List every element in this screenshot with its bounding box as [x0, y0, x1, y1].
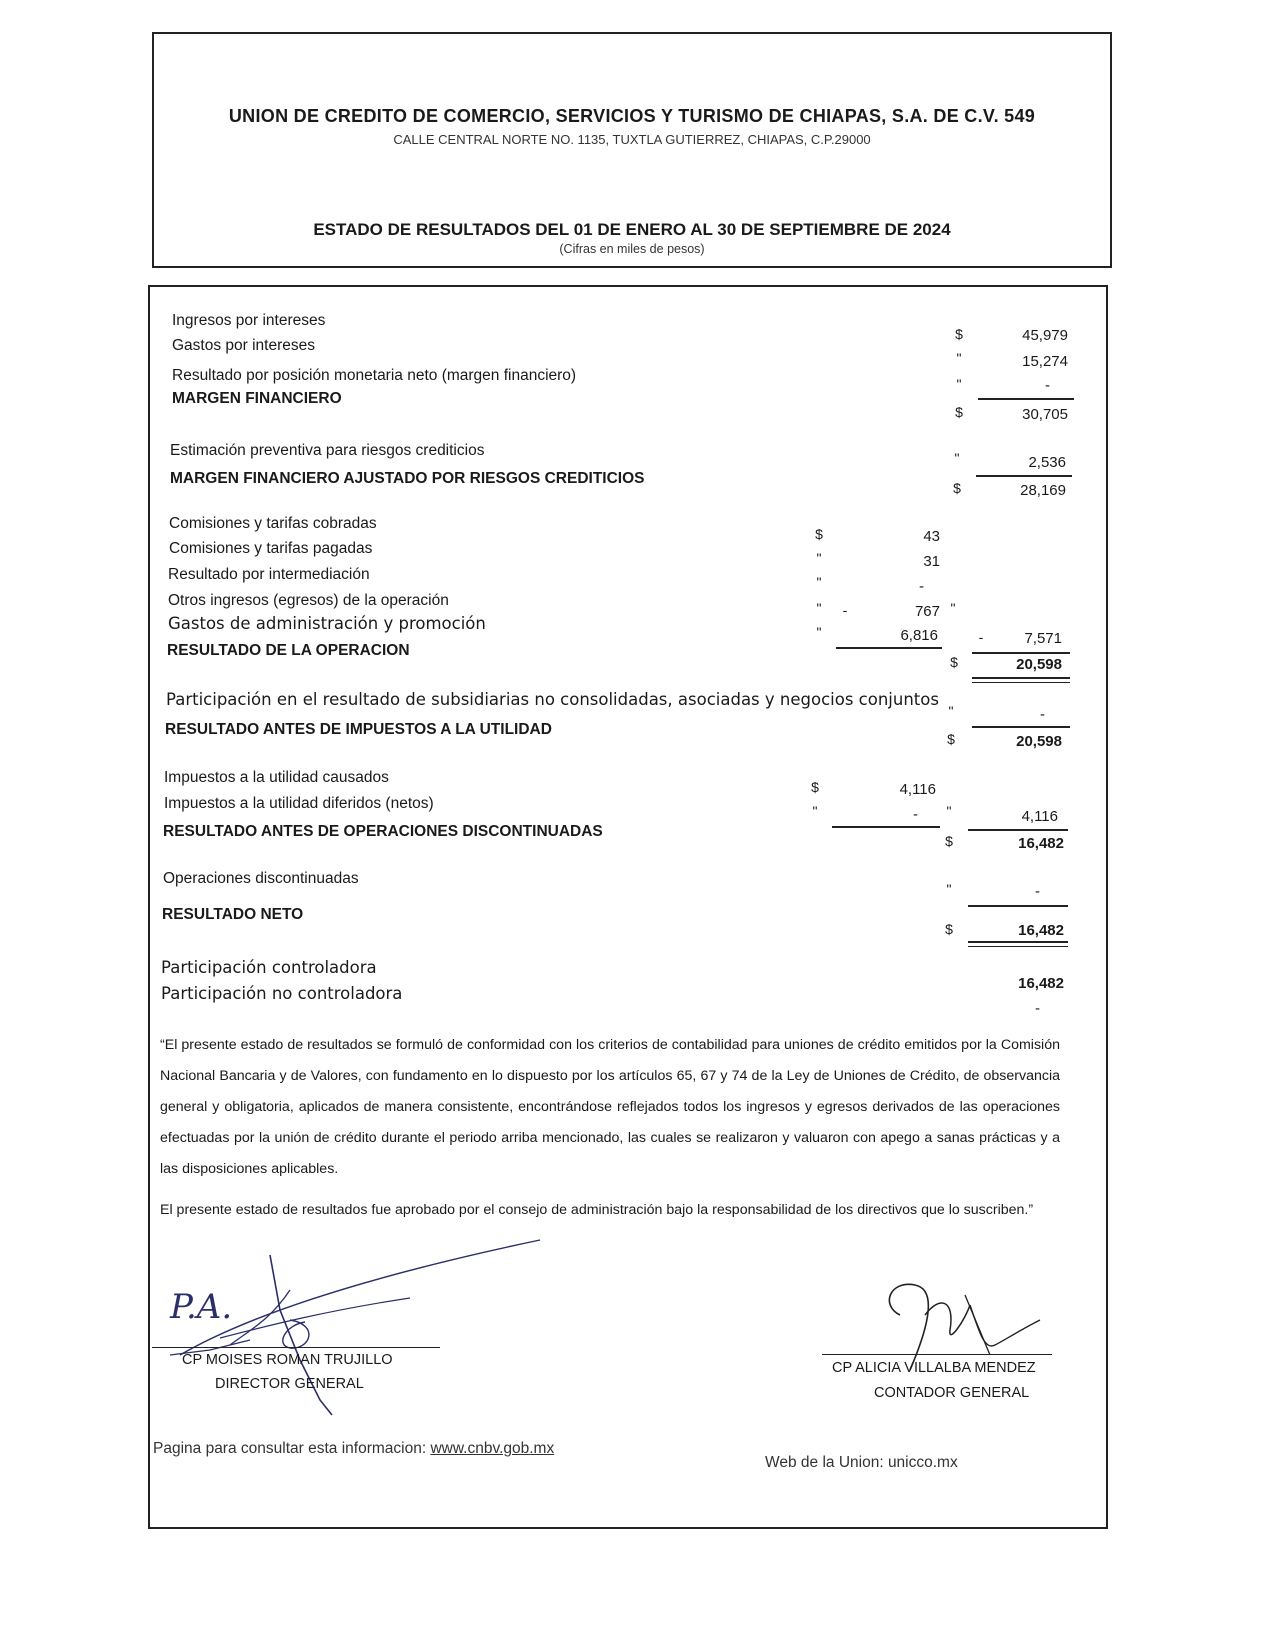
value-margen-financiero: 30,705	[1022, 406, 1068, 423]
signatory-left-title: DIRECTOR GENERAL	[215, 1376, 364, 1392]
total-double-rule	[972, 677, 1070, 683]
currency-symbol: $	[945, 833, 953, 849]
footer-consult-label: Pagina para consultar esta informacion:	[153, 1440, 427, 1457]
value-margen-ajustado: 28,169	[1020, 482, 1066, 499]
value-ingresos-intereses: 45,979	[1022, 327, 1068, 344]
disclosure-paragraph: “El presente estado de resultados se formuló de conformidad con los criterios de contabilidad para uniones de crédito emitidos por la Comisión Nacional Bancaria y de Valores, con fundamento en lo dispuesto por los artículos 65, 67 y 74 de la Ley de Uniones de Crédito, de observancia general y obligatoria, aplicados de manera consistente, encontrándose reflejados todos los ingresos y egresos derivados de las operaciones efectuadas por la unión de crédito durante el periodo arriba mencionado, las cuales se realizaron y valuaron con apego a sanas prácticas y a las disposiciones aplicables.	[160, 1037, 1060, 1177]
value-gastos-admin-subtotal: 7,571	[1024, 630, 1062, 647]
currency-symbol: $	[945, 921, 953, 937]
company-name: UNION DE CREDITO DE COMERCIO, SERVICIOS Y TURISMO DE CHIAPAS, S.A. DE C.V. 549	[228, 106, 1036, 126]
line-label-participacion-subsidiarias: Participación en el resultado de subsidiarias no consolidadas, asociadas y negocios conjuntos	[166, 690, 939, 709]
line-label-impuestos-causados: Impuestos a la utilidad causados	[164, 769, 389, 786]
value-posicion-monetaria: -	[1045, 377, 1050, 394]
value-resultado-antes-impuestos: 20,598	[1016, 733, 1062, 750]
total-double-rule	[968, 941, 1068, 947]
ditto-mark: "	[954, 450, 960, 466]
ditto-mark: "	[816, 550, 822, 566]
ditto-mark: "	[956, 350, 962, 366]
value-comisiones-cobradas: 43	[923, 528, 940, 545]
ditto-mark: "	[816, 624, 822, 640]
ditto-mark: "	[816, 574, 822, 590]
subtotal-rule	[972, 726, 1070, 728]
currency-symbol: $	[953, 480, 961, 496]
value-gastos-admin: 6,816	[900, 627, 938, 644]
currency-symbol: $	[950, 654, 958, 670]
line-label-ingresos-intereses: Ingresos por intereses	[172, 312, 326, 329]
signature-line-right	[822, 1354, 1052, 1355]
company-address: CALLE CENTRAL NORTE NO. 1135, TUXTLA GUTIERREZ, CHIAPAS, C.P.29000	[393, 132, 871, 147]
line-label-comisiones-pagadas: Comisiones y tarifas pagadas	[169, 540, 373, 557]
negative-sign: -	[978, 629, 984, 645]
subtotal-rule	[832, 826, 940, 828]
footer-consult	[153, 1440, 554, 1458]
line-label-resultado-antes-discontinuadas: RESULTADO ANTES DE OPERACIONES DISCONTINUADAS	[163, 823, 603, 840]
value-impuestos-subtotal: 4,116	[1021, 808, 1058, 825]
line-label-intermediacion: Resultado por intermediación	[168, 566, 370, 583]
line-label-participacion-controladora: Participación controladora	[161, 958, 377, 977]
value-participacion-controladora: 16,482	[1018, 975, 1064, 992]
svg-text:P.A.: P.A.	[170, 1287, 233, 1327]
signatory-right-title: CONTADOR GENERAL	[874, 1385, 1030, 1401]
cnbv-link[interactable]: www.cnbv.gob.mx	[430, 1440, 555, 1457]
signature-line-left	[152, 1347, 440, 1348]
line-label-comisiones-cobradas: Comisiones y tarifas cobradas	[169, 515, 377, 532]
subtotal-rule	[968, 829, 1068, 831]
subtotal-rule	[836, 647, 942, 649]
currency-symbol: $	[947, 731, 955, 747]
currency-symbol: $	[955, 326, 963, 342]
units-note: (Cifras en miles de pesos)	[559, 242, 705, 256]
value-participacion-subsidiarias: -	[1040, 706, 1045, 723]
line-label-participacion-no-controladora: Participación no controladora	[161, 984, 403, 1003]
line-label-impuestos-diferidos: Impuestos a la utilidad diferidos (netos)	[164, 795, 434, 812]
approval-paragraph: El presente estado de resultados fue aprobado por el consejo de administración bajo la responsabilidad de los directivos que lo suscriben.”	[160, 1202, 1034, 1218]
ditto-mark: "	[816, 600, 822, 616]
value-impuestos-causados: 4,116	[899, 781, 936, 798]
value-comisiones-pagadas: 31	[923, 553, 940, 570]
line-label-resultado-antes-impuestos: RESULTADO ANTES DE IMPUESTOS A LA UTILIDAD	[165, 721, 552, 738]
line-label-resultado-operacion: RESULTADO DE LA OPERACION	[167, 642, 410, 659]
signatory-right-name: CP ALICIA VILLALBA MENDEZ	[832, 1360, 1036, 1376]
value-resultado-neto: 16,482	[1018, 922, 1064, 939]
line-label-operaciones-discontinuadas: Operaciones discontinuadas	[163, 870, 359, 887]
ditto-mark: "	[946, 803, 952, 819]
line-label-margen-financiero: MARGEN FINANCIERO	[172, 390, 342, 407]
value-impuestos-diferidos: -	[913, 806, 918, 823]
union-web-link[interactable]: unicco.mx	[887, 1454, 958, 1471]
ditto-mark: "	[950, 600, 956, 616]
value-gastos-intereses: 15,274	[1022, 353, 1068, 370]
line-label-posicion-monetaria: Resultado por posición monetaria neto (margen financiero)	[172, 367, 577, 384]
signatory-left-name: CP MOISES ROMAN TRUJILLO	[182, 1352, 393, 1368]
subtotal-rule	[972, 652, 1070, 654]
negative-sign: -	[842, 602, 848, 618]
footer-web-label: Web de la Union:	[765, 1454, 884, 1471]
value-intermediacion: -	[919, 578, 924, 595]
line-label-resultado-neto: RESULTADO NETO	[162, 906, 304, 923]
value-operaciones-discontinuadas: -	[1035, 883, 1040, 900]
subtotal-rule	[968, 905, 1068, 907]
line-label-gastos-intereses: Gastos por intereses	[172, 337, 316, 354]
signature-pa-annotation	[168, 1278, 238, 1328]
ditto-mark: "	[948, 703, 954, 719]
currency-symbol: $	[955, 404, 963, 420]
subtotal-rule	[976, 475, 1072, 477]
value-resultado-antes-discontinuadas: 16,482	[1018, 835, 1064, 852]
value-otros-ingresos: 767	[914, 603, 940, 620]
statement-title: ESTADO DE RESULTADOS DEL 01 DE ENERO AL 30 DE SEPTIEMBRE DE 2024	[313, 220, 951, 239]
currency-symbol: $	[815, 526, 823, 542]
ditto-mark: "	[812, 803, 818, 819]
ditto-mark: "	[956, 376, 962, 392]
line-label-gastos-admin: Gastos de administración y promoción	[168, 614, 486, 633]
ditto-mark: "	[946, 881, 952, 897]
header-box	[152, 32, 1112, 268]
value-resultado-operacion: 20,598	[1016, 656, 1062, 673]
currency-symbol: $	[811, 779, 819, 795]
footer-web	[765, 1454, 958, 1472]
value-estimacion: 2,536	[1028, 454, 1066, 471]
value-participacion-no-controladora: -	[1035, 1000, 1040, 1017]
line-label-margen-ajustado: MARGEN FINANCIERO AJUSTADO POR RIESGOS CREDITICIOS	[170, 470, 645, 487]
line-label-otros-ingresos: Otros ingresos (egresos) de la operación	[168, 592, 449, 609]
subtotal-rule	[978, 398, 1074, 400]
line-label-estimacion: Estimación preventiva para riesgos crediticios	[170, 442, 485, 459]
